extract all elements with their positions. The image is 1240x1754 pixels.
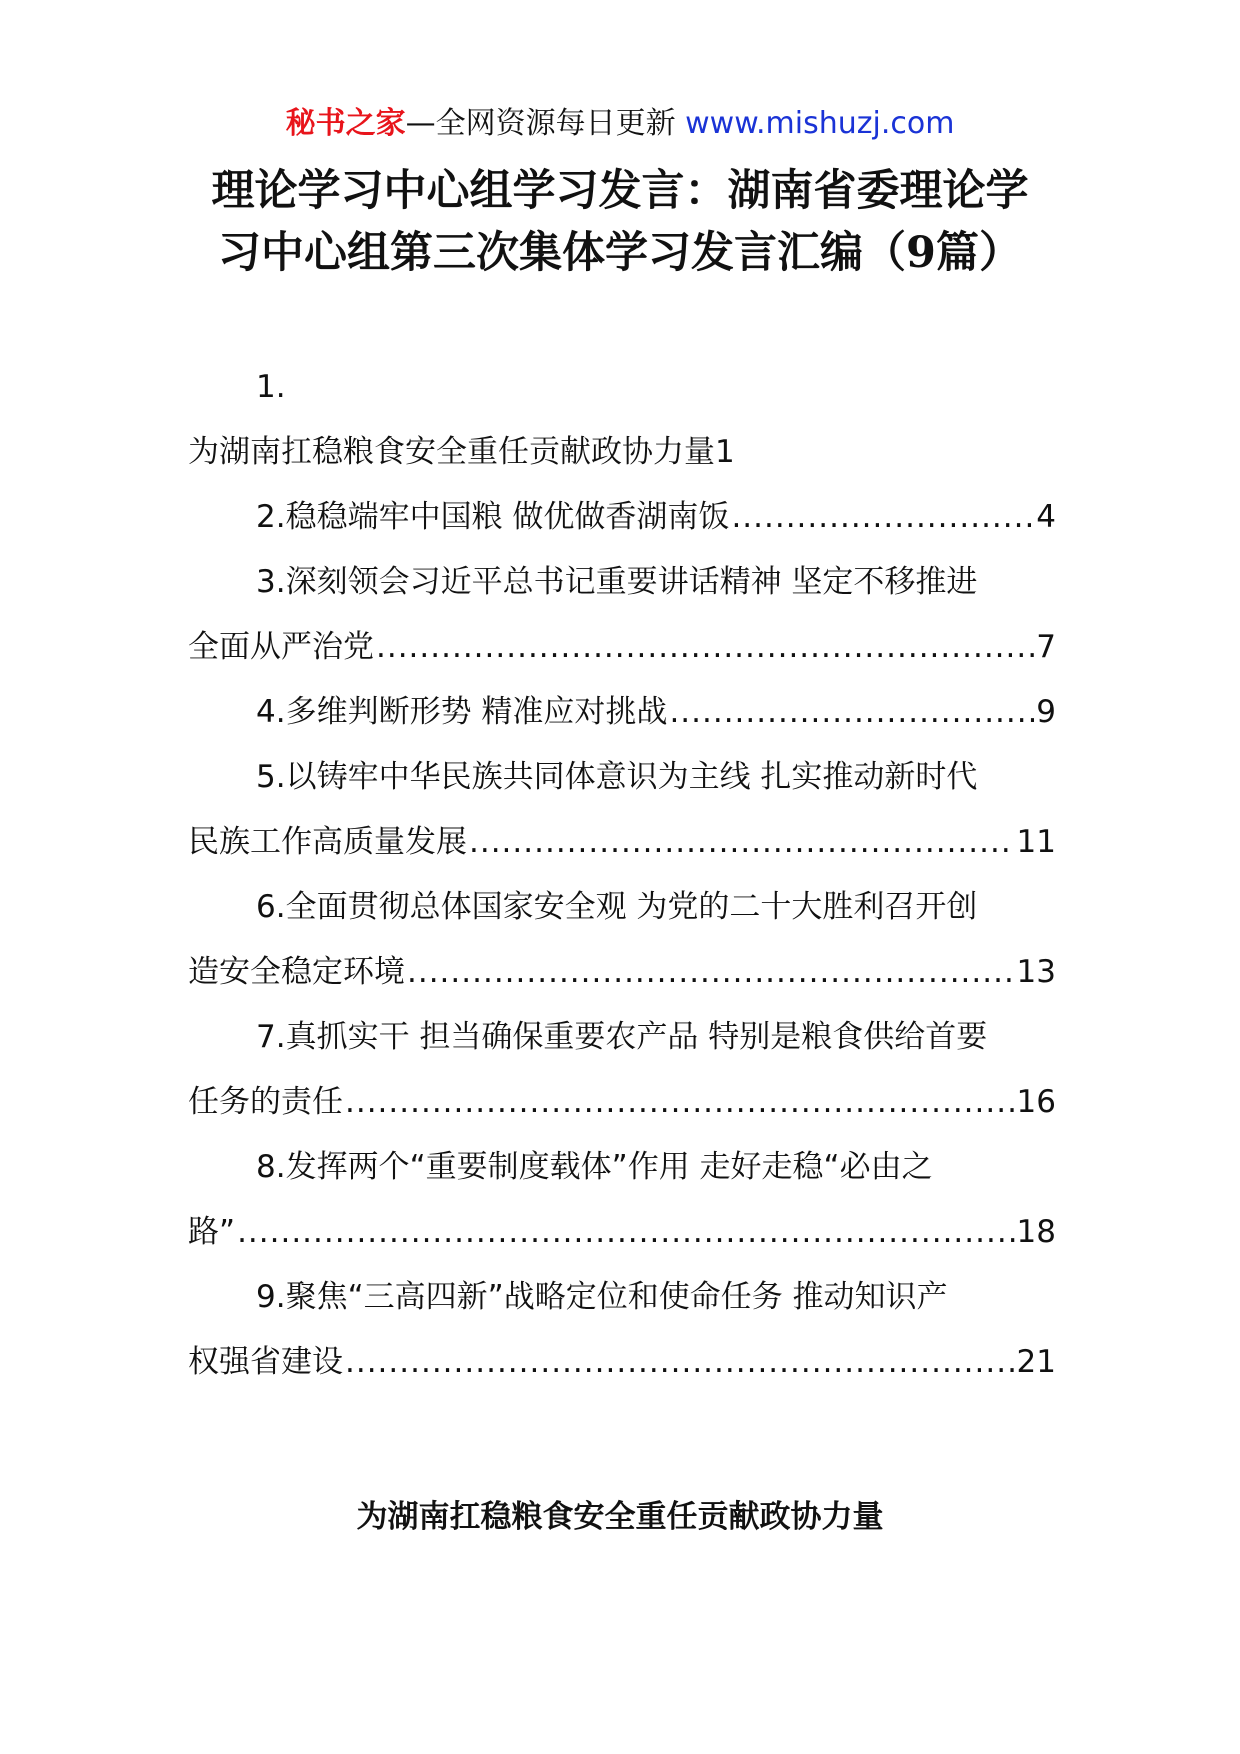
toc-dot-leader (376, 615, 1034, 680)
toc-item-6-line-1[interactable] (188, 875, 1056, 940)
toc-dot-leader (731, 485, 1034, 550)
site-header (0, 100, 1240, 148)
toc-page-number: 7 (1036, 629, 1056, 665)
toc-page-number: 21 (1016, 1344, 1056, 1380)
toc-item-number: 1. (256, 369, 286, 405)
section-heading: 为湖南扛稳粮食安全重任贡献政协力量 (356, 1499, 884, 1535)
toc-item-1[interactable] (188, 420, 1056, 485)
toc-item-7-line-2[interactable] (188, 1070, 1056, 1135)
toc-item-3-line-1[interactable] (188, 550, 1056, 615)
toc-item-5-line-2[interactable] (188, 810, 1056, 875)
toc-item-2[interactable] (188, 485, 1056, 550)
toc-dot-leader (345, 1070, 1015, 1135)
toc-item-title: 9.聚焦“三高四新”战略定位和使命任务 推动知识产 (256, 1279, 948, 1315)
site-brand: 秘书之家 (285, 106, 406, 141)
toc-item-title-continued: 造安全稳定环境 (188, 954, 405, 990)
toc-item-title: 4.多维判断形势 精准应对挑战 (256, 694, 668, 730)
toc-page-number: 16 (1016, 1084, 1056, 1120)
toc-item-9-line-1[interactable] (188, 1265, 1056, 1330)
toc-dot-leader (669, 680, 1034, 745)
toc-item-7-line-1[interactable] (188, 1005, 1056, 1070)
toc-item-title-continued: 民族工作高质量发展 (188, 824, 467, 860)
toc-item-3-line-2[interactable] (188, 615, 1056, 680)
toc-item-8-line-2[interactable] (188, 1200, 1056, 1265)
toc-item-1-number-line (188, 355, 1056, 420)
toc-dot-leader (469, 810, 1015, 875)
site-url-link[interactable]: www.mishuzj.com (685, 106, 955, 141)
toc-item-title-continued: 路” (188, 1214, 236, 1250)
toc-item-6-line-2[interactable] (188, 940, 1056, 1005)
toc-item-title-continued: 权强省建设 (188, 1344, 343, 1380)
toc-item-title: 6.全面贯彻总体国家安全观 为党的二十大胜利召开创 (256, 889, 978, 925)
toc-dot-leader (345, 1330, 1015, 1395)
toc-item-8-line-1[interactable] (188, 1135, 1056, 1200)
toc-page-number: 11 (1016, 824, 1056, 860)
toc-page-number: 18 (1016, 1214, 1056, 1250)
document-title: 理论学习中心组学习发言：湖南省委理论学习中心组第三次集体学习发言汇编（9篇） (211, 166, 1029, 278)
toc-item-title-continued: 全面从严治党 (188, 629, 374, 665)
toc-item-title: 8.发挥两个“重要制度载体”作用 走好走稳“必由之 (256, 1149, 933, 1185)
toc-item-title: 5.以铸牢中华民族共同体意识为主线 扎实推动新时代 (256, 759, 978, 795)
toc-item-title: 7.真抓实干 担当确保重要农产品 特别是粮食供给首要 (256, 1019, 988, 1055)
toc-page-number: 13 (1016, 954, 1056, 990)
toc-item-title: 3.深刻领会习近平总书记重要讲话精神 坚定不移推进 (256, 564, 978, 600)
toc-dot-leader (237, 1200, 1014, 1265)
toc-item-title-continued: 任务的责任 (188, 1084, 343, 1120)
toc-dot-leader (407, 940, 1015, 1005)
toc-item-9-line-2[interactable] (188, 1330, 1056, 1395)
toc-item-title: 为湖南扛稳粮食安全重任贡献政协力量1 (188, 434, 735, 470)
toc-page-number: 9 (1036, 694, 1056, 730)
toc-item-5-line-1[interactable] (188, 745, 1056, 810)
table-of-contents (188, 355, 1056, 1395)
toc-item-4[interactable] (188, 680, 1056, 745)
site-tagline: —全网资源每日更新 (405, 106, 686, 141)
toc-item-title: 2.稳稳端牢中国粮 做优做香湖南饭 (256, 499, 730, 535)
toc-page-number: 4 (1036, 499, 1056, 535)
